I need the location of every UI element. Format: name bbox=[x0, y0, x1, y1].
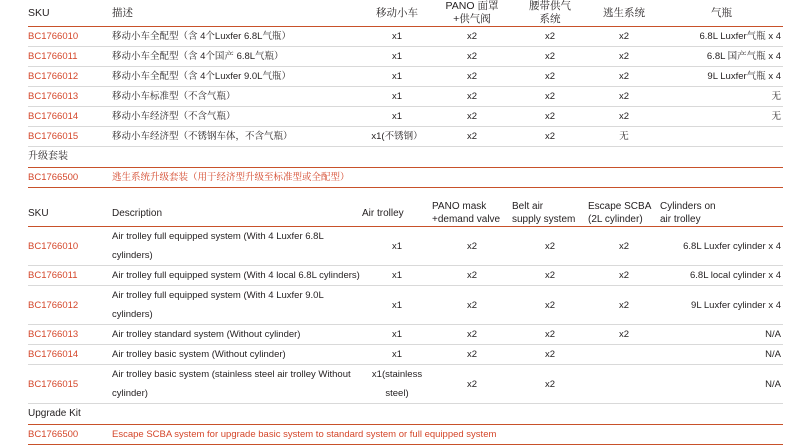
en-row-0-cylinder: 6.8L Luxfer cylinder x 4 bbox=[660, 227, 783, 266]
en-header-cylinder-line2: air trolley bbox=[660, 213, 701, 225]
en-row-0-belt: x2 bbox=[512, 227, 588, 266]
zh-header-pano-line2: +供气阀 bbox=[453, 13, 491, 26]
en-row-4-cylinder: N/A bbox=[660, 345, 783, 365]
zh-row-4-desc: 移动小车经济型（不含气瓶） bbox=[112, 107, 362, 127]
en-row-3-escape: x2 bbox=[588, 325, 660, 345]
zh-row-0-belt: x2 bbox=[512, 27, 588, 47]
chinese-spec-table bbox=[28, 0, 783, 188]
zh-row-2-desc: 移动小车全配型（含 4个Luxfer 9.0L气瓶） bbox=[112, 67, 362, 87]
zh-row-1-cylinder: 6.8L 国产气瓶 x 4 bbox=[660, 47, 783, 67]
zh-row-3-cylinder: 无 bbox=[660, 87, 783, 107]
table-row bbox=[28, 67, 783, 87]
en-row-3-belt: x2 bbox=[512, 325, 588, 345]
en-row-1-pano: x2 bbox=[432, 266, 512, 286]
table-row bbox=[28, 87, 783, 107]
zh-row-2-trolley: x1 bbox=[362, 67, 432, 87]
zh-row-0-pano: x2 bbox=[432, 27, 512, 47]
zh-header-description: 描述 bbox=[112, 6, 133, 19]
zh-row-2-belt: x2 bbox=[512, 67, 588, 87]
table-row bbox=[28, 325, 783, 345]
zh-row-1-sku: BC1766011 bbox=[28, 47, 112, 67]
zh-row-0-cylinder: 6.8L Luxfer气瓶 x 4 bbox=[660, 27, 783, 47]
zh-header-sku: SKU bbox=[28, 6, 50, 19]
zh-header-belt-line2: 系统 bbox=[539, 13, 561, 26]
en-row-5-sku: BC1766015 bbox=[28, 365, 112, 404]
zh-row-2-escape: x2 bbox=[588, 67, 660, 87]
en-header-escape bbox=[588, 201, 660, 227]
zh-row-1-trolley: x1 bbox=[362, 47, 432, 67]
zh-row-5-escape: 无 bbox=[588, 127, 660, 147]
zh-upgrade-desc: 逃生系统升级套装（用于经济型升级至标准型或全配型） bbox=[112, 168, 783, 188]
en-row-2-escape: x2 bbox=[588, 286, 660, 325]
zh-row-2-sku: BC1766012 bbox=[28, 67, 112, 87]
en-row-0-desc: Air trolley full equipped system (With 4 Luxfer 6.8L cylinders) bbox=[112, 227, 362, 266]
zh-row-0-trolley: x1 bbox=[362, 27, 432, 47]
en-row-0-pano: x2 bbox=[432, 227, 512, 266]
zh-row-3-trolley: x1 bbox=[362, 87, 432, 107]
zh-row-5-cylinder bbox=[660, 127, 783, 147]
en-header-sku: SKU bbox=[28, 207, 49, 219]
en-row-2-cylinder: 9L Luxfer cylinder x 4 bbox=[660, 286, 783, 325]
en-row-0-escape: x2 bbox=[588, 227, 660, 266]
en-row-1-belt: x2 bbox=[512, 266, 588, 286]
zh-section-label: 升级套装 bbox=[28, 147, 783, 168]
en-row-3-trolley: x1 bbox=[362, 325, 432, 345]
en-row-3-sku: BC1766013 bbox=[28, 325, 112, 345]
zh-header-pano bbox=[432, 0, 512, 27]
zh-row-5-belt: x2 bbox=[512, 127, 588, 147]
zh-row-3-escape: x2 bbox=[588, 87, 660, 107]
en-row-4-sku: BC1766014 bbox=[28, 345, 112, 365]
en-header-pano-line1: PANO mask bbox=[432, 201, 487, 213]
table-row bbox=[28, 286, 783, 325]
zh-row-3-desc: 移动小车标准型（不含气瓶） bbox=[112, 87, 362, 107]
en-row-3-desc: Air trolley standard system (Without cylinder) bbox=[112, 325, 362, 345]
en-row-1-cylinder: 6.8L local cylinder x 4 bbox=[660, 266, 783, 286]
table-row bbox=[28, 107, 783, 127]
zh-row-4-escape: x2 bbox=[588, 107, 660, 127]
zh-upgrade-row bbox=[28, 168, 783, 188]
en-row-1-trolley: x1 bbox=[362, 266, 432, 286]
en-header-belt-line1: Belt air bbox=[512, 201, 544, 213]
en-header-belt bbox=[512, 201, 588, 227]
zh-row-0-desc: 移动小车全配型（含 4个Luxfer 6.8L气瓶） bbox=[112, 27, 362, 47]
en-header-row bbox=[28, 201, 783, 227]
zh-row-0-escape: x2 bbox=[588, 27, 660, 47]
zh-row-1-pano: x2 bbox=[432, 47, 512, 67]
zh-row-4-pano: x2 bbox=[432, 107, 512, 127]
en-upgrade-desc: Escape SCBA system for upgrade basic system to standard system or full equipped system bbox=[112, 425, 783, 445]
en-header-escape-line2: (2L cylinder) bbox=[588, 213, 643, 225]
en-row-1-sku: BC1766011 bbox=[28, 266, 112, 286]
en-row-3-cylinder: N/A bbox=[660, 325, 783, 345]
en-row-2-pano: x2 bbox=[432, 286, 512, 325]
english-spec-table bbox=[28, 201, 783, 445]
en-row-4-desc: Air trolley basic system (Without cylinder) bbox=[112, 345, 362, 365]
en-row-5-cylinder: N/A bbox=[660, 365, 783, 404]
table-row bbox=[28, 266, 783, 286]
table-row bbox=[28, 127, 783, 147]
zh-header-row bbox=[28, 0, 783, 27]
en-header-trolley: Air trolley bbox=[362, 207, 404, 219]
zh-section-upgrade-kit bbox=[28, 147, 783, 168]
en-row-2-trolley: x1 bbox=[362, 286, 432, 325]
zh-row-2-cylinder: 9L Luxfer气瓶 x 4 bbox=[660, 67, 783, 87]
zh-header-trolley: 移动小车 bbox=[376, 6, 418, 19]
table-row bbox=[28, 227, 783, 266]
zh-row-1-belt: x2 bbox=[512, 47, 588, 67]
en-row-3-pano: x2 bbox=[432, 325, 512, 345]
table-row bbox=[28, 47, 783, 67]
en-row-5-trolley: x1(stainless steel) bbox=[362, 365, 432, 404]
en-row-0-sku: BC1766010 bbox=[28, 227, 112, 266]
zh-row-1-desc: 移动小车全配型（含 4个国产 6.8L气瓶） bbox=[112, 47, 362, 67]
zh-row-3-pano: x2 bbox=[432, 87, 512, 107]
en-row-4-escape bbox=[588, 345, 660, 365]
zh-row-5-desc: 移动小车经济型（不锈钢车体，不含气瓶） bbox=[112, 127, 362, 147]
en-row-4-belt: x2 bbox=[512, 345, 588, 365]
en-row-4-trolley: x1 bbox=[362, 345, 432, 365]
en-row-1-desc: Air trolley full equipped system (With 4 local 6.8L cylinders) bbox=[112, 266, 362, 286]
zh-row-4-sku: BC1766014 bbox=[28, 107, 112, 127]
en-row-4-pano: x2 bbox=[432, 345, 512, 365]
zh-header-belt bbox=[512, 0, 588, 27]
table-gap bbox=[28, 188, 783, 201]
en-row-5-desc: Air trolley basic system (stainless steel air trolley Without cylinder) bbox=[112, 365, 362, 404]
en-row-0-trolley: x1 bbox=[362, 227, 432, 266]
en-upgrade-row bbox=[28, 425, 783, 445]
zh-row-4-belt: x2 bbox=[512, 107, 588, 127]
zh-header-cylinder: 气瓶 bbox=[711, 6, 732, 19]
en-header-pano-line2: +demand valve bbox=[432, 213, 501, 225]
table-row bbox=[28, 27, 783, 47]
zh-row-5-pano: x2 bbox=[432, 127, 512, 147]
zh-header-escape: 逃生系统 bbox=[603, 6, 645, 19]
zh-row-1-escape: x2 bbox=[588, 47, 660, 67]
en-header-cylinder-line1: Cylinders on bbox=[660, 201, 716, 213]
zh-upgrade-sku: BC1766500 bbox=[28, 168, 112, 188]
en-row-2-desc: Air trolley full equipped system (With 4 Luxfer 9.0L cylinders) bbox=[112, 286, 362, 325]
en-section-label: Upgrade Kit bbox=[28, 404, 783, 425]
en-header-pano bbox=[432, 201, 512, 227]
zh-header-belt-line1: 腰带供气 bbox=[529, 0, 571, 12]
zh-header-pano-line1: PANO 面罩 bbox=[445, 0, 499, 12]
zh-row-5-trolley: x1(不锈钢） bbox=[362, 127, 432, 147]
zh-row-2-pano: x2 bbox=[432, 67, 512, 87]
zh-row-3-sku: BC1766013 bbox=[28, 87, 112, 107]
en-header-cylinder bbox=[660, 201, 783, 227]
en-row-1-escape: x2 bbox=[588, 266, 660, 286]
table-row bbox=[28, 345, 783, 365]
en-upgrade-sku: BC1766500 bbox=[28, 425, 112, 445]
zh-row-4-trolley: x1 bbox=[362, 107, 432, 127]
en-row-5-pano: x2 bbox=[432, 365, 512, 404]
zh-row-0-sku: BC1766010 bbox=[28, 27, 112, 47]
table-row bbox=[28, 365, 783, 404]
en-row-2-sku: BC1766012 bbox=[28, 286, 112, 325]
zh-row-4-cylinder: 无 bbox=[660, 107, 783, 127]
zh-row-3-belt: x2 bbox=[512, 87, 588, 107]
en-header-belt-line2: supply system bbox=[512, 213, 576, 225]
en-row-5-belt: x2 bbox=[512, 365, 588, 404]
en-row-2-belt: x2 bbox=[512, 286, 588, 325]
en-row-5-escape bbox=[588, 365, 660, 404]
en-header-description: Description bbox=[112, 207, 163, 219]
zh-row-5-sku: BC1766015 bbox=[28, 127, 112, 147]
en-header-escape-line1: Escape SCBA bbox=[588, 201, 652, 213]
